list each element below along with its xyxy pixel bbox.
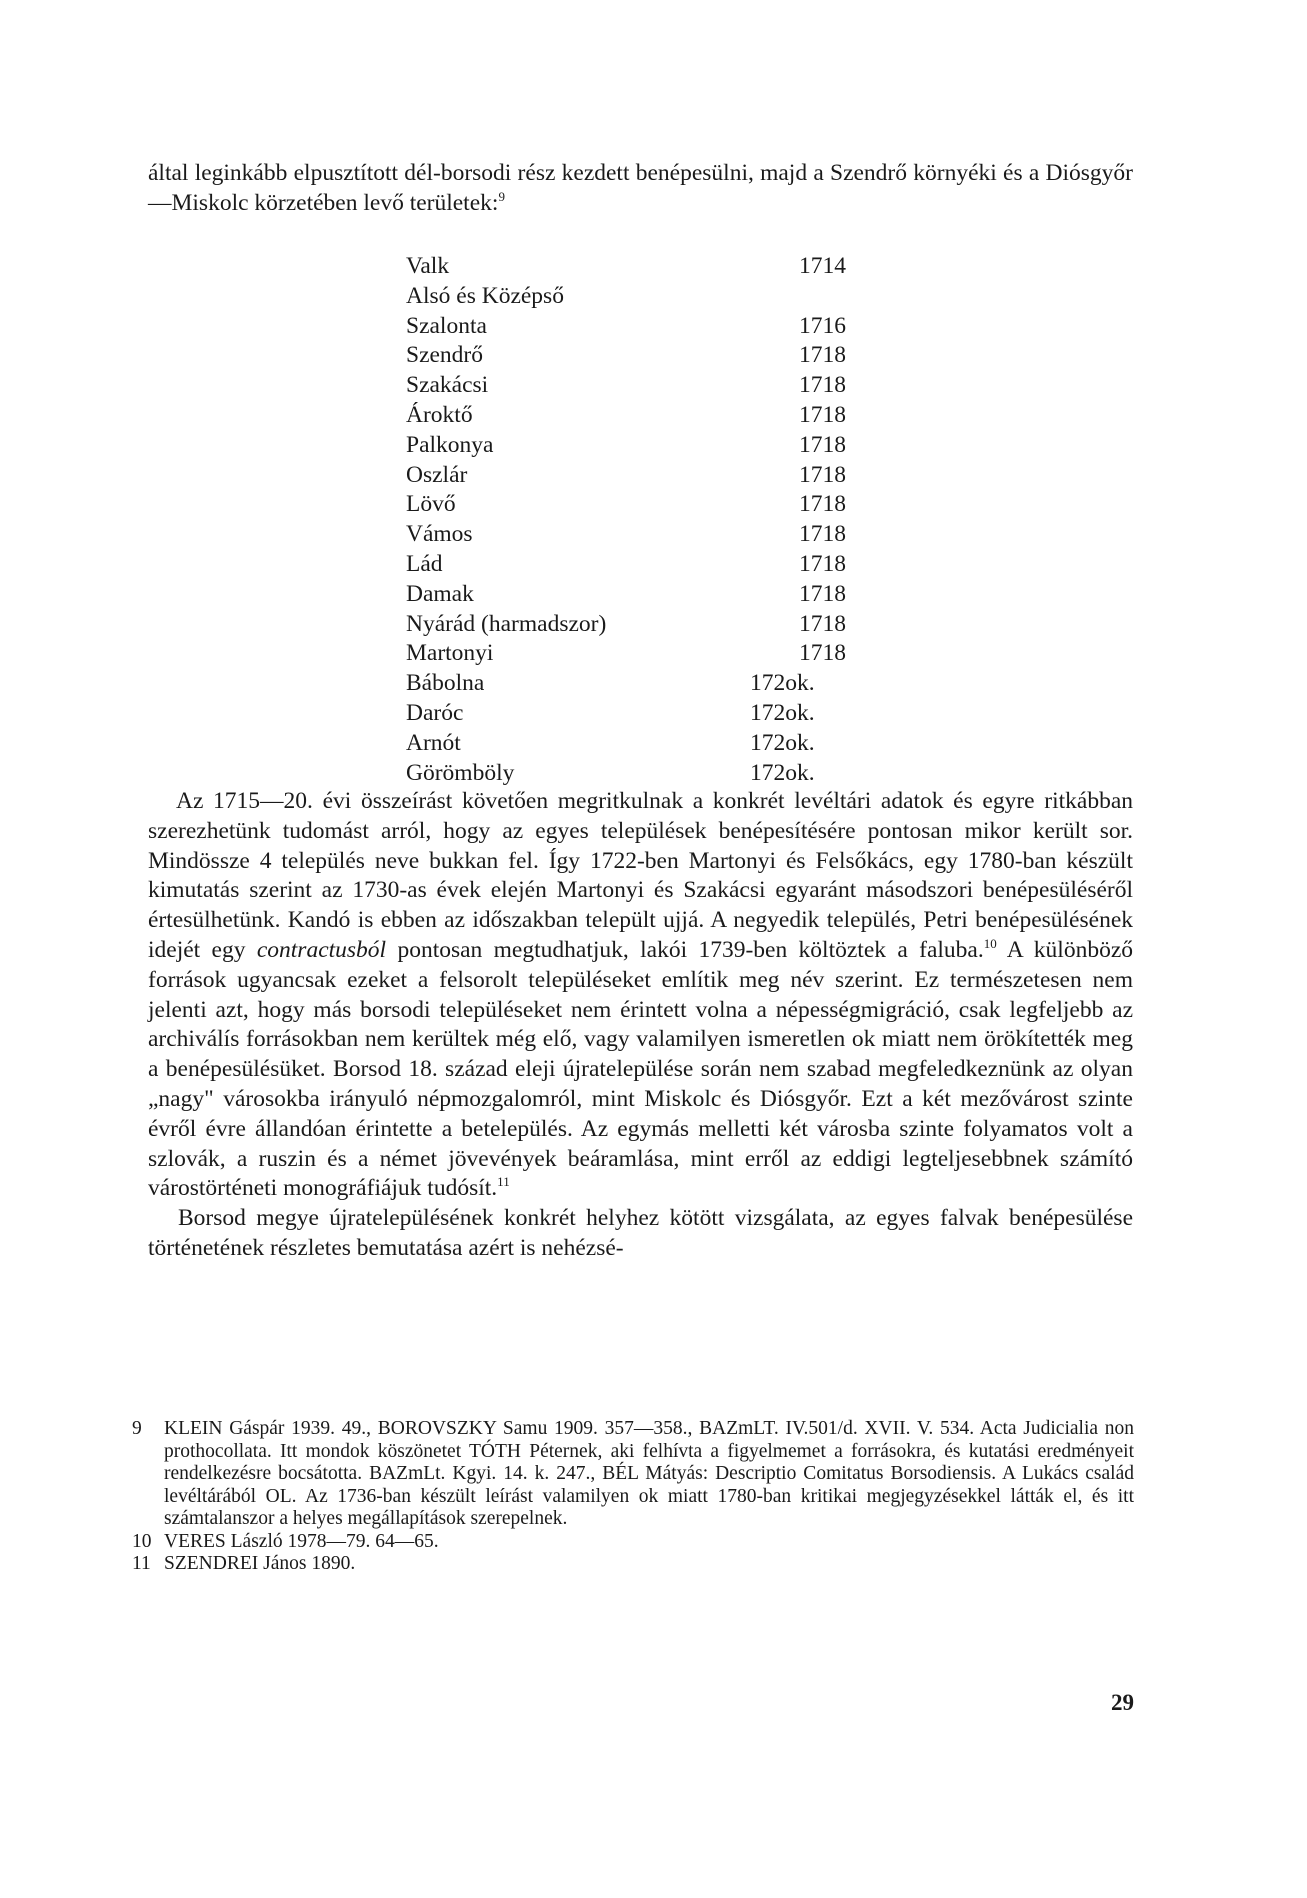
footnote-text: KLEIN Gáspár 1939. 49., BOROVSZKY Samu 1909. 357—358., BAZmLT. IV.501/d. XVII. V. 534. Acta Judicialia non prothocollata. Itt mondok köszönetet TÓTH Péternek, aki felhívta a figyelmemet a forrásokra, és kutatási eredményeit rendelkezésre bocsátotta. BAZmLt. Kgyi. 14. k. 247., BÉL Mátyás: Descriptio Comitatus Borsodiensis. A Lukács család levéltárából OL. Az 1736-ban készült leírást valamilyen ok miatt 1780-ban kritikai megjegyzésekkel látták el, és itt számtalanszor a helyes megállapítások szerepelnek. [164, 1418, 1134, 1529]
settlement-name: Valk [406, 253, 450, 279]
settlement-name: Lövő [406, 491, 456, 518]
settlement-name: Alsó és Középső [406, 282, 564, 309]
body-text [148, 787, 1133, 1264]
footnote-11 [132, 1553, 1134, 1576]
settlement-name: Oszlár [406, 461, 468, 488]
settlement-year: 1718 [799, 491, 846, 518]
settlement-row [406, 729, 846, 759]
italic-term: contractusból [256, 936, 387, 963]
footnote-number: 10 [132, 1530, 152, 1552]
settlement-year: 1718 [799, 431, 846, 458]
intro-paragraph [148, 158, 1133, 218]
footnote-text: VERES László 1978—79. 64—65. [164, 1530, 439, 1552]
settlement-year: 1718 [799, 610, 846, 637]
settlement-name: Martonyi [406, 640, 494, 667]
settlement-year: 1718 [799, 342, 846, 369]
settlement-row [406, 252, 846, 282]
settlement-year: 1714 [799, 253, 846, 279]
settlement-year: 172ok. [750, 699, 815, 726]
paragraph-resettlement [148, 787, 1133, 1204]
settlement-name: Szakácsi [406, 372, 489, 399]
settlement-name: Nyárád (harmadszor) [406, 610, 607, 637]
footnotes [132, 1418, 1134, 1576]
settlement-row [406, 461, 846, 491]
footnote-ref-10[interactable]: 10 [983, 936, 997, 952]
settlement-name: Palkonya [406, 431, 494, 458]
page-number: 29 [1111, 1690, 1134, 1715]
settlement-year: 1718 [799, 550, 846, 577]
settlement-row [406, 431, 846, 461]
settlement-year: 1718 [799, 401, 846, 428]
footnote-ref-11[interactable]: 11 [497, 1174, 510, 1190]
settlement-year: 1718 [799, 521, 846, 548]
settlement-year: 172ok. [750, 729, 815, 756]
footnote-ref-9[interactable]: 9 [498, 189, 505, 205]
settlement-name: Vámos [406, 521, 473, 548]
settlement-row [406, 610, 846, 640]
settlement-name: Szendrő [406, 342, 484, 369]
settlement-row [406, 759, 846, 789]
settlement-name: Görömböly [406, 759, 515, 786]
settlement-row [406, 699, 846, 729]
settlement-year: 1718 [799, 461, 846, 488]
settlement-name: Daróc [406, 699, 464, 726]
footnote-number: 11 [132, 1553, 151, 1574]
footnote-text: SZENDREI János 1890. [164, 1553, 356, 1574]
settlement-name: Ároktő [406, 401, 473, 428]
settlement-year: 172ok. [750, 670, 815, 697]
settlement-name: Arnót [406, 729, 461, 756]
settlement-row [406, 341, 846, 371]
settlement-year: 172ok. [750, 759, 815, 786]
settlement-name: Damak [406, 580, 474, 607]
settlement-name: Lád [406, 550, 443, 577]
settlement-year: 1716 [799, 312, 846, 339]
settlement-row [406, 312, 846, 342]
settlement-row [406, 580, 846, 610]
footnote-number: 9 [132, 1418, 142, 1439]
settlement-row [406, 371, 846, 401]
settlement-row [406, 401, 846, 431]
intro-text: által leginkább elpusztított dél-borsodi rész kezdett benépesülni, majd a Szendrő környéki és a Diósgyőr—Miskolc körzetében levő területek: [148, 160, 1133, 216]
settlement-row [406, 490, 846, 520]
settlement-year [750, 282, 846, 312]
settlement-row [406, 520, 846, 550]
settlement-year: 1718 [799, 580, 846, 607]
paragraph-text: pontosan megtudhatjuk, lakói 1739-ben költöztek a faluba. [397, 936, 984, 963]
paragraph-borsod: Borsod megye újratelepülésének konkrét helyhez kötött vizsgálata, az egyes falvak benépesülése történetének részletes bemutatása azért is nehézsé- [148, 1205, 1133, 1261]
settlement-year: 1718 [799, 372, 846, 399]
settlement-row [406, 550, 846, 580]
settlement-name: Szalonta [406, 312, 487, 339]
paragraph-text: A különböző források ugyancsak ezeket a felsorolt településeket említik meg név szerint. Ez természetesen nem jelenti azt, hogy más borsodi településeket nem érintett volna a népességmigráció, csak legfeljebb az archiválís forrásokban nem kerültek még elő, vagy valamilyen ismeretlen ok miatt nem örökítették meg a benépesülésüket. Borsod 18. század eleji újratelepülése során nem szabad megfeledkeznünk az olyan „nagy" városokba irányuló népmozgalomról, mint Miskolc és Diósgyőr. Ezt a két mezővárost szinte évről évre állandóan érintette a betelepülés. Az egymás melletti két városba szinte folyamatos volt a szlovák, a ruszin és a német jövevények beáramlása, mint erről az eddigi legteljesebbnek számító várostörténeti monográfiájuk tudósít. [148, 936, 1134, 1202]
paragraph-text: Az 1715—20. évi összeírást követően megritkulnak a konkrét levéltári adatok és egyre ritkábban szerezhetünk tudomást arról, hogy az egyes települések benépesítésére pontosan mikor került sor. Mindössze 4 település neve bukkan fel. Így 1722-ben Martonyi és Felsőkács, egy 1780-ban készült kimutatás szerint az 1730-as évek elején Martonyi és Szakácsi egyaránt másodszori benépesüléséről értesülhetünk. Kandó is ebben az időszakban települt ujjá. A negyedik település, Petri benépesülésének idejét egy [148, 788, 1133, 963]
settlement-row [406, 639, 846, 669]
footnote-9 [132, 1418, 1134, 1531]
footnote-10 [132, 1531, 1134, 1554]
settlement-row [406, 669, 846, 699]
settlement-list [406, 252, 846, 788]
settlement-year: 1718 [799, 640, 846, 667]
settlement-name: Bábolna [406, 670, 485, 697]
settlement-row [406, 282, 846, 312]
